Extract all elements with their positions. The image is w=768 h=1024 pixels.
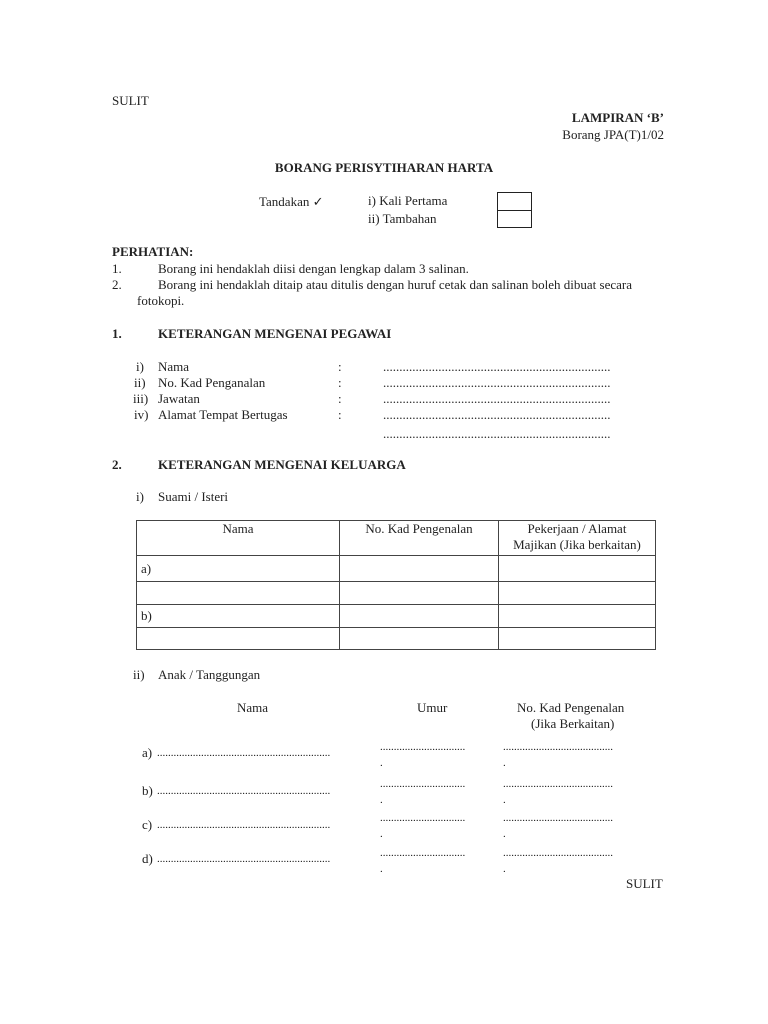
field-label-kad: No. Kad Penganalan [158, 375, 266, 390]
section1-title: KETERANGAN MENGENAI PEGAWAI [158, 326, 392, 341]
anak-umur-tail: . [380, 794, 383, 806]
spouse-table [136, 520, 656, 650]
row-label[interactable]: a) [137, 556, 340, 582]
header-nama: Nama [137, 521, 340, 556]
nama-input-dots[interactable]: ...................................................................... [383, 359, 611, 374]
col-kp-header-line2: (Jika Berkaitan) [531, 716, 615, 731]
anak-row-label: b) [142, 783, 153, 798]
tandakan-label: Tandakan ✓ [259, 194, 324, 209]
form-title: BORANG PERISYTIHARAN HARTA [274, 160, 494, 175]
perhatian-item-text: Borang ini hendaklah diisi dengan lengkap dalam 3 salinan. [158, 261, 469, 276]
perhatian-item-num: 1. [112, 261, 122, 276]
anak-kp-tail: . [503, 794, 506, 806]
anak-umur-dots[interactable]: ............................... [380, 847, 466, 859]
field-label-jawatan: Jawatan [158, 391, 200, 406]
section2-title: KETERANGAN MENGENAI KELUARGA [158, 457, 406, 472]
anak-nama-dots[interactable]: ............................................................... [157, 819, 331, 831]
sub-num: ii) [133, 667, 145, 682]
anak-kp-tail: . [503, 863, 506, 875]
cell-nama[interactable] [137, 582, 340, 605]
anak-kp-tail: . [503, 828, 506, 840]
col-kp-header-line1: No. Kad Pengenalan [517, 700, 625, 715]
cell-kad[interactable] [340, 556, 499, 582]
borang-code: Borang JPA(T)1/02 [562, 127, 664, 142]
lampiran-label: LAMPIRAN ‘B’ [571, 110, 664, 125]
anak-kp-dots[interactable]: ........................................ [503, 847, 613, 859]
cell-pekerjaan[interactable] [499, 556, 656, 582]
sulit-bottom: SULIT [626, 876, 663, 891]
option-tambahan-label: ii) Tambahan [368, 211, 437, 226]
table-row [137, 628, 656, 650]
anak-kp-dots[interactable]: ........................................ [503, 778, 613, 790]
option-kali-pertama-label: i) Kali Pertama [368, 193, 448, 208]
sub-num: i) [136, 489, 144, 504]
col-umur-header: Umur [417, 700, 448, 715]
cell-pekerjaan[interactable] [499, 605, 656, 628]
cell-kad[interactable] [340, 605, 499, 628]
perhatian-item-text-cont: fotokopi. [137, 293, 185, 308]
col-nama-header: Nama [237, 700, 269, 715]
field-colon: : [338, 407, 342, 422]
header-pekerjaan-line1: Pekerjaan / Alamat [527, 521, 627, 536]
table-row [137, 605, 656, 628]
anak-umur-tail: . [380, 757, 383, 769]
field-label-nama: Nama [158, 359, 190, 374]
row-label[interactable]: b) [137, 605, 340, 628]
anak-kp-dots[interactable]: ........................................ [503, 741, 613, 753]
anak-row-label: d) [142, 851, 153, 866]
field-colon: : [338, 359, 342, 374]
anak-kp-dots[interactable]: ........................................ [503, 812, 613, 824]
cell-nama[interactable] [137, 628, 340, 650]
anak-nama-dots[interactable]: ............................................................... [157, 785, 331, 797]
field-colon: : [338, 391, 342, 406]
anak-umur-dots[interactable]: ............................... [380, 812, 466, 824]
anak-umur-tail: . [380, 863, 383, 875]
kad-input-dots[interactable]: ...................................................................... [383, 375, 611, 390]
header-pekerjaan [499, 521, 656, 556]
cell-pekerjaan[interactable] [499, 582, 656, 605]
anak-tanggungan-label: Anak / Tanggungan [158, 667, 261, 682]
header-pekerjaan-line2: Majikan (Jika berkaitan) [513, 537, 641, 552]
field-num: iii) [133, 391, 149, 406]
section2-number: 2. [112, 457, 122, 472]
field-colon: : [338, 375, 342, 390]
spouse-table-header [137, 521, 656, 556]
header-kad: No. Kad Pengenalan [340, 521, 499, 556]
anak-nama-dots[interactable]: ............................................................... [157, 747, 331, 759]
anak-umur-dots[interactable]: ............................... [380, 741, 466, 753]
section1-number: 1. [112, 326, 122, 341]
anak-row-label: a) [142, 745, 153, 760]
field-num: iv) [134, 407, 149, 422]
perhatian-item-text: Borang ini hendaklah ditaip atau ditulis dengan huruf cetak dan salinan boleh dibuat secara [158, 277, 632, 292]
cell-kad[interactable] [340, 628, 499, 650]
sulit-top: SULIT [112, 93, 149, 108]
table-row [137, 556, 656, 582]
table-row [137, 582, 656, 605]
field-label-alamat: Alamat Tempat Bertugas [158, 407, 288, 422]
perhatian-item-num: 2. [112, 277, 122, 292]
anak-umur-tail: . [380, 828, 383, 840]
field-num: ii) [134, 375, 146, 390]
anak-kp-tail: . [503, 757, 506, 769]
tambahan-checkbox[interactable] [497, 210, 532, 228]
anak-umur-dots[interactable]: ............................... [380, 778, 466, 790]
anak-nama-dots[interactable]: ............................................................... [157, 853, 331, 865]
kali-pertama-checkbox[interactable] [497, 192, 532, 211]
cell-pekerjaan[interactable] [499, 628, 656, 650]
jawatan-input-dots[interactable]: ...................................................................... [383, 391, 611, 406]
perhatian-title: PERHATIAN: [112, 244, 194, 259]
alamat-input-dots[interactable]: ...................................................................... [383, 407, 611, 422]
cell-kad[interactable] [340, 582, 499, 605]
suami-isteri-label: Suami / Isteri [158, 489, 229, 504]
alamat-input-dots-2[interactable]: ...................................................................... [383, 426, 611, 441]
field-num: i) [136, 359, 144, 374]
anak-row-label: c) [142, 817, 153, 832]
